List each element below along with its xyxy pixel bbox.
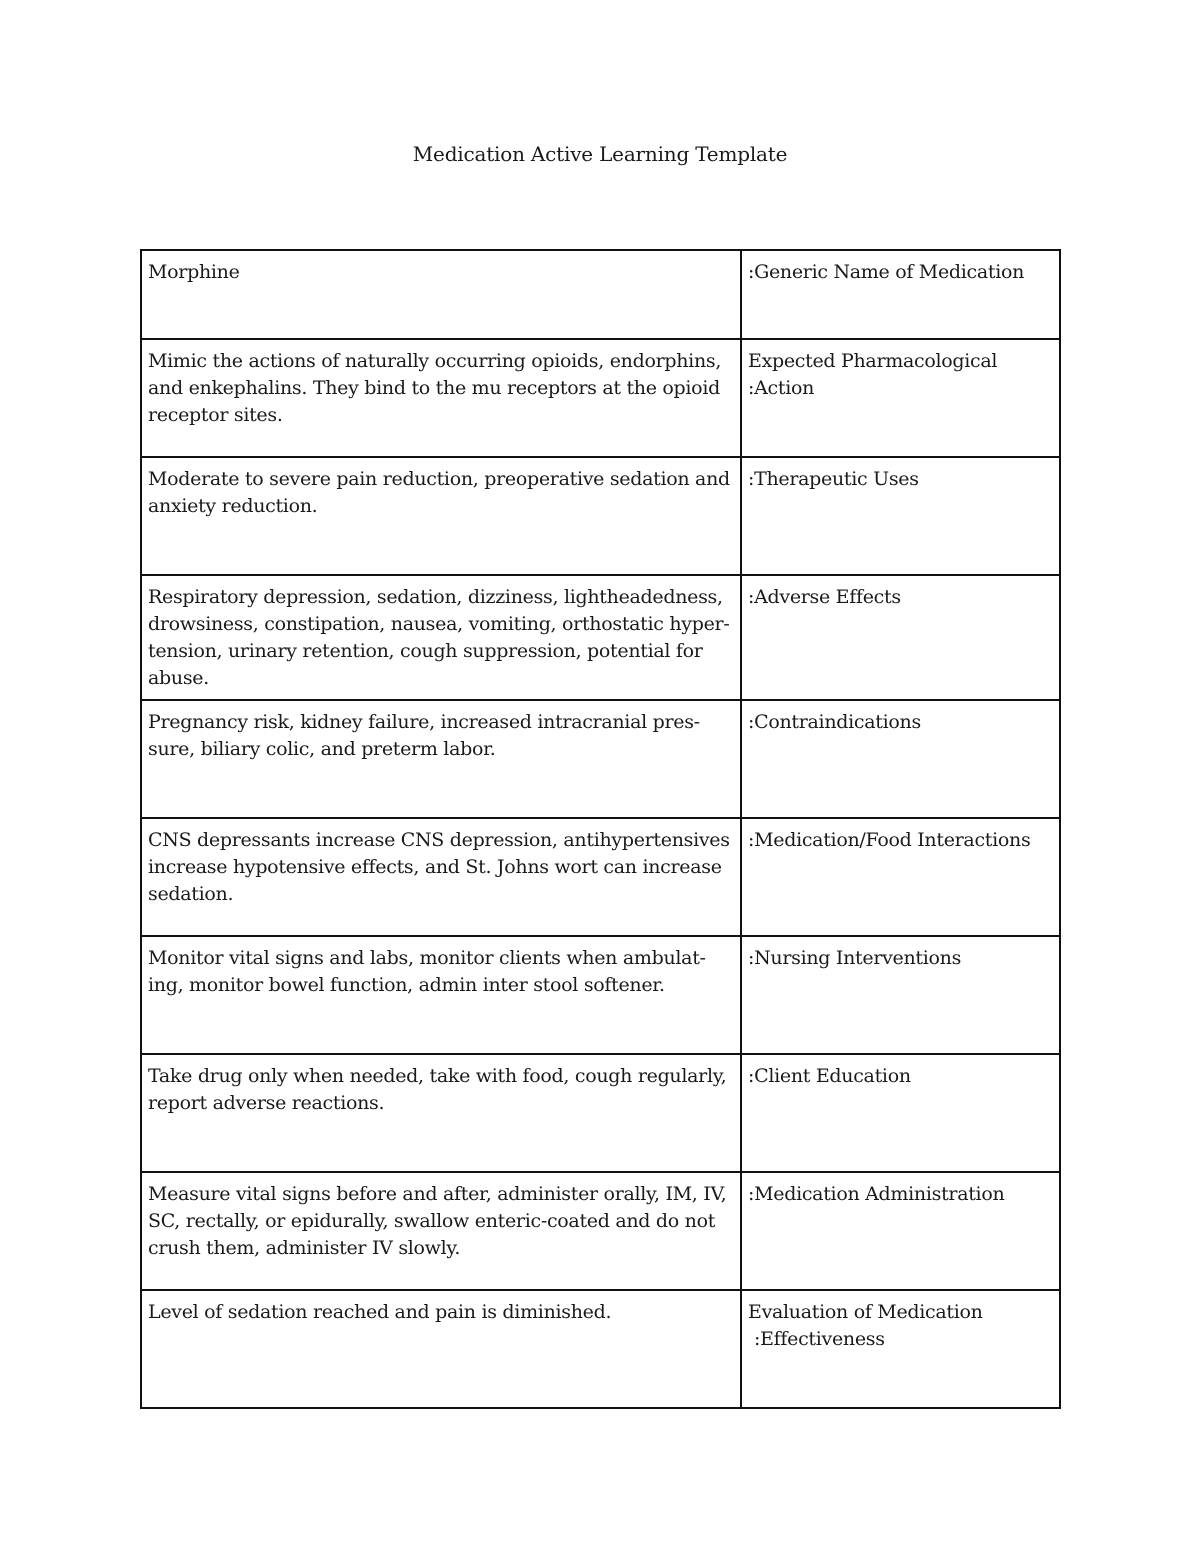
label-line: :Adverse Effects: [748, 586, 901, 608]
label-line: :Client Education: [748, 1065, 911, 1087]
table-row-generic-name: [141, 250, 1060, 339]
label-line: :Contraindications: [748, 711, 921, 733]
interactions-label: [741, 818, 1060, 936]
table-row-adverse-effects: [141, 575, 1060, 700]
page-title: Medication Active Learning Template: [412, 142, 788, 166]
table-row-administration: [141, 1172, 1060, 1290]
client-education-label: [741, 1054, 1060, 1172]
therapeutic-uses-label: [741, 457, 1060, 575]
interactions-value: CNS depressants increase CNS depression, antihypertensives increase hypotensive effects, and St. Johns wort can increase sedation.: [141, 818, 741, 936]
table-row-nursing-interventions: [141, 936, 1060, 1054]
label-line: :Therapeutic Uses: [748, 468, 919, 490]
evaluation-label: [741, 1290, 1060, 1408]
evaluation-value: Level of sedation reached and pain is diminished.: [141, 1290, 741, 1408]
generic-name-label: [741, 250, 1060, 339]
contraindications-value: Pregnancy risk, kidney failure, increased intracranial pres-sure, biliary colic, and preterm labor.: [141, 700, 741, 818]
table-row-evaluation: [141, 1290, 1060, 1408]
administration-label: [741, 1172, 1060, 1290]
label-line: :Nursing Interventions: [748, 947, 962, 969]
pharmacological-action-value: Mimic the actions of naturally occurring opioids, endorphins, and enkephalins. They bind to the mu receptors at the opioid receptor sites.: [141, 339, 741, 457]
label-line: :Medication Administration: [748, 1183, 1005, 1205]
label-line: Expected Pharmacological: [748, 350, 998, 372]
adverse-effects-value: Respiratory depression, sedation, dizziness, lightheadedness, drowsiness, constipation, nausea, vomiting, orthostatic hyper-tension, urinary retention, cough suppression, potential for abuse.: [141, 575, 741, 700]
medication-template-table: [140, 249, 1061, 1409]
pharmacological-action-label: [741, 339, 1060, 457]
nursing-interventions-label: [741, 936, 1060, 1054]
table-row-contraindications: [141, 700, 1060, 818]
client-education-value: Take drug only when needed, take with food, cough regularly, report adverse reactions.: [141, 1054, 741, 1172]
administration-value: Measure vital signs before and after, administer orally, IM, IV, SC, rectally, or epidurally, swallow enteric-coated and do not crush them, administer IV slowly.: [141, 1172, 741, 1290]
label-line: :Action: [748, 377, 815, 399]
label-line: :Generic Name of Medication: [748, 261, 1025, 283]
table-row-client-education: [141, 1054, 1060, 1172]
label-line: Evaluation of Medication: [748, 1301, 983, 1323]
contraindications-label: [741, 700, 1060, 818]
label-line: :Medication/Food Interactions: [748, 829, 1031, 851]
generic-name-value: Morphine: [141, 250, 741, 339]
adverse-effects-label: [741, 575, 1060, 700]
table-row-therapeutic-uses: [141, 457, 1060, 575]
table-row-interactions: [141, 818, 1060, 936]
label-line: :Effectiveness: [754, 1328, 885, 1350]
nursing-interventions-value: Monitor vital signs and labs, monitor clients when ambulat-ing, monitor bowel function, admin inter stool softener.: [141, 936, 741, 1054]
therapeutic-uses-value: Moderate to severe pain reduction, preoperative sedation and anxiety reduction.: [141, 457, 741, 575]
table-row-pharmacological-action: [141, 339, 1060, 457]
